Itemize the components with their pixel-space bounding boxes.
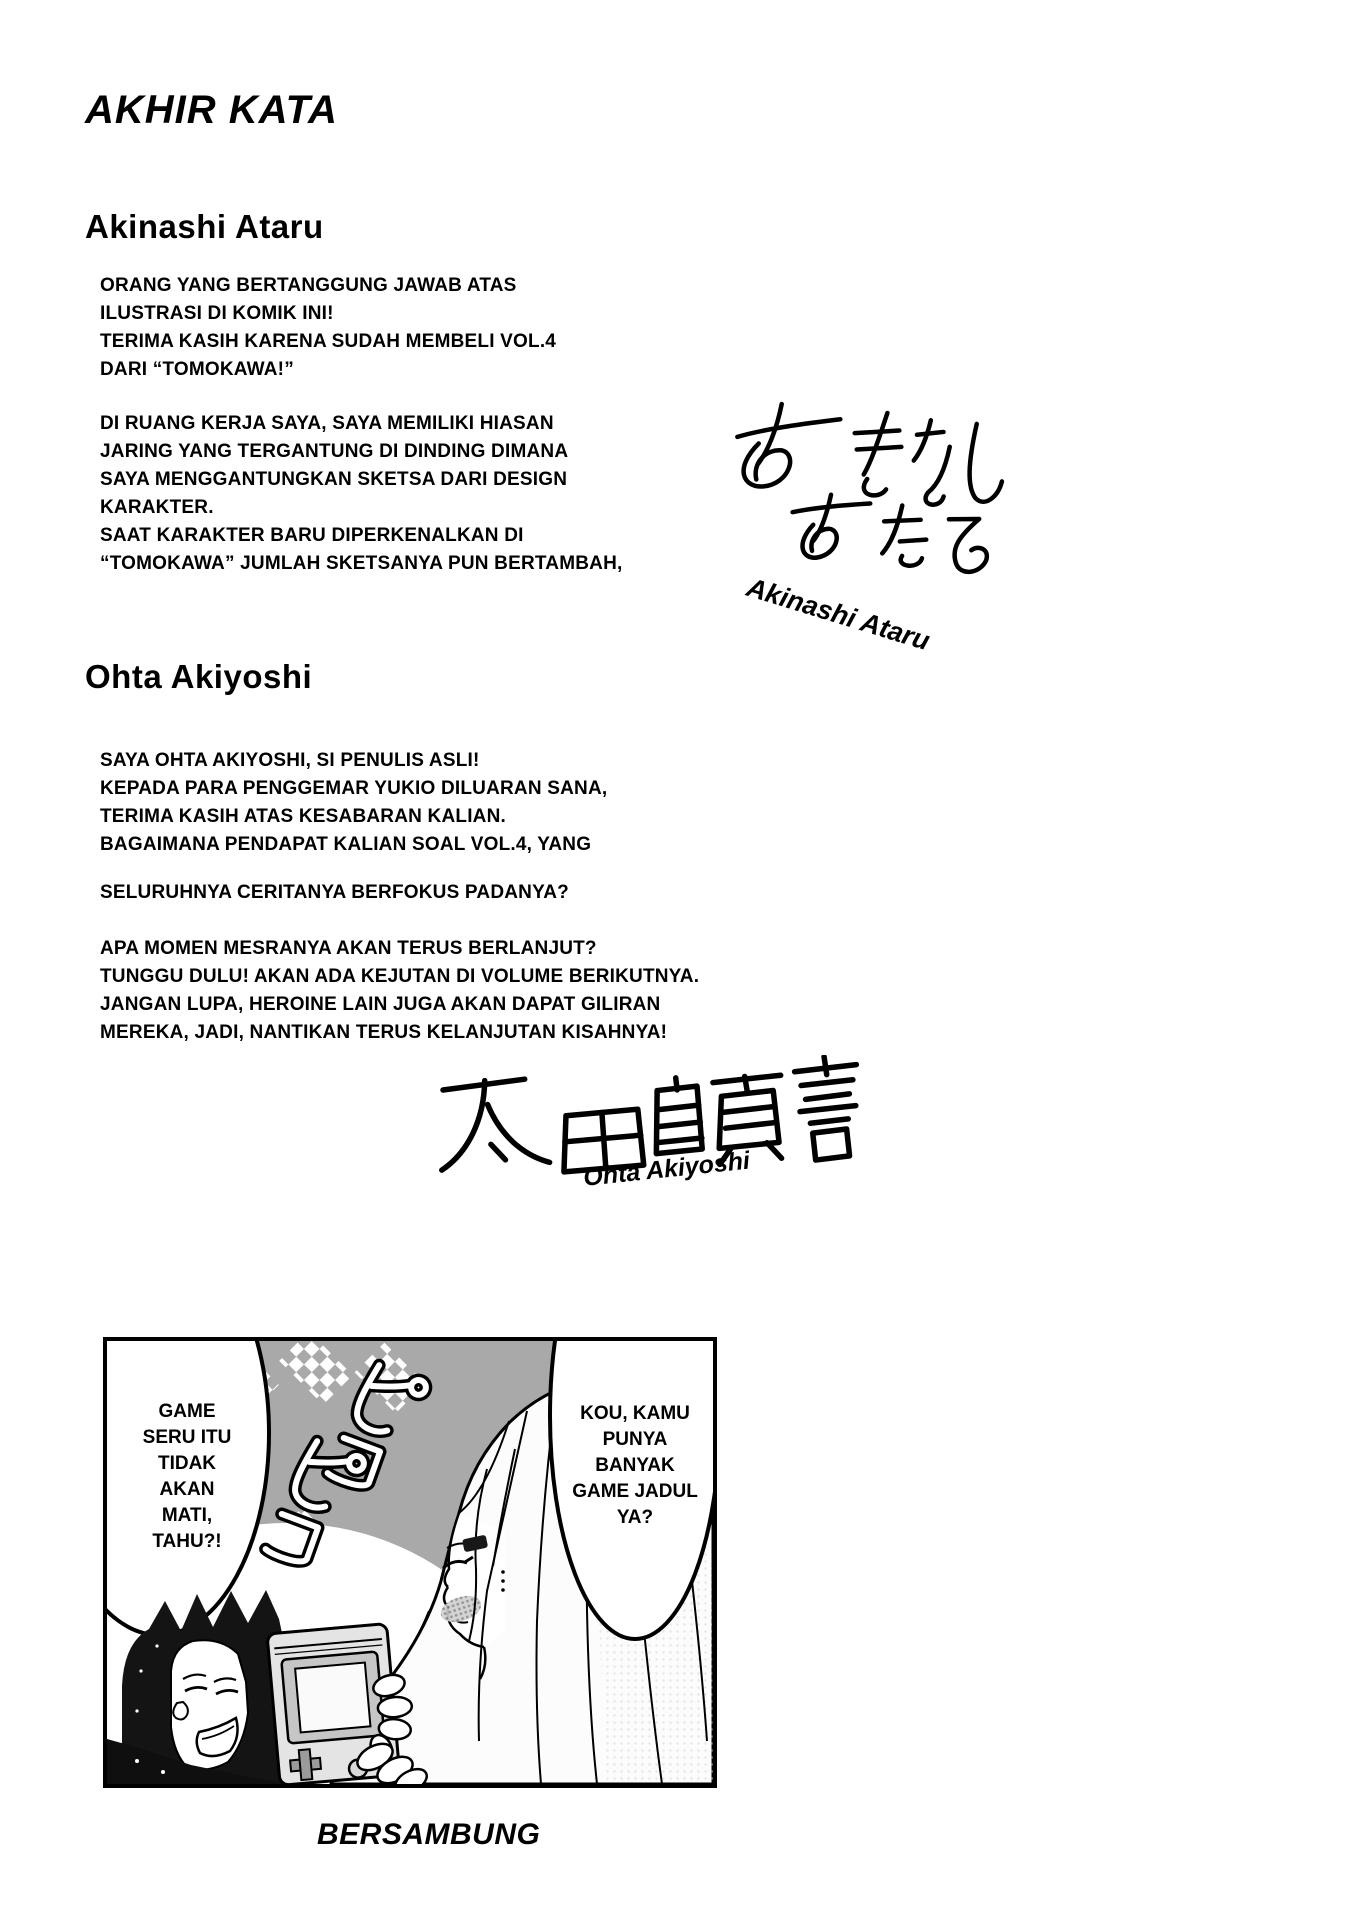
signature-ohta-label: Ohta Akiyoshi — [582, 1146, 752, 1192]
manga-panel — [103, 1337, 717, 1788]
paragraph-akinashi-1: ORANG YANG BERTANGGUNG JAWAB ATAS ILUSTRASI DI KOMIK INI! TERIMA KASIH KARENA SUDAH MEMBELI VOL.4 DARI “TOMOKAWA!” — [100, 275, 557, 380]
paragraph-ohta-2: SELURUHNYA CERITANYA BERFOKUS PADANYA? — [100, 882, 569, 903]
speech-text-left: GAME SERU ITU TIDAK AKAN MATI, TAHU?! — [142, 1401, 232, 1552]
signature-akinashi-label: Akinashi Ataru — [743, 572, 934, 657]
paragraph-akinashi-2: DI RUANG KERJA SAYA, SAYA MEMILIKI HIASAN JARING YANG TERGANTUNG DI DINDING DIMANA SAYA MENGGANTUNGKAN SKETSA DARI DESIGN KARAKTER. SAAT KARAKTER BARU DIPERKENALKAN DI “TOMOKAWA” JUMLAH SKETSANYA PUN BERTAMBAH, — [100, 413, 623, 574]
paragraph-ohta-3: APA MOMEN MESRANYA AKAN TERUS BERLANJUT? TUNGGU DULU! AKAN ADA KEJUTAN DI VOLUME BERIKUTNYA. JANGAN LUPA, HEROINE LAIN JUGA AKAN DAPAT GILIRAN MEREKA, JADI, NANTIKAN TERUS KELANJUTAN KISAHNYA! — [100, 938, 700, 1043]
paragraph-ohta-1: SAYA OHTA AKIYOSHI, SI PENULIS ASLI! KEPADA PARA PENGGEMAR YUKIO DILUARAN SANA, TERIMA KASIH ATAS KESABARAN KALIAN. BAGAIMANA PENDAPAT KALIAN SOAL VOL.4, YANG — [100, 750, 608, 855]
to-be-continued-label: BERSAMBUNG — [317, 1818, 541, 1851]
speech-text-right: KOU, KAMU PUNYA BANYAK GAME JADUL YA? — [572, 1403, 698, 1528]
section-heading-ohta: Ohta Akiyoshi — [85, 658, 313, 695]
signature-akinashi-icon — [728, 386, 1018, 596]
page-title: AKHIR KATA — [85, 88, 338, 132]
section-heading-akinashi: Akinashi Ataru — [85, 208, 324, 245]
